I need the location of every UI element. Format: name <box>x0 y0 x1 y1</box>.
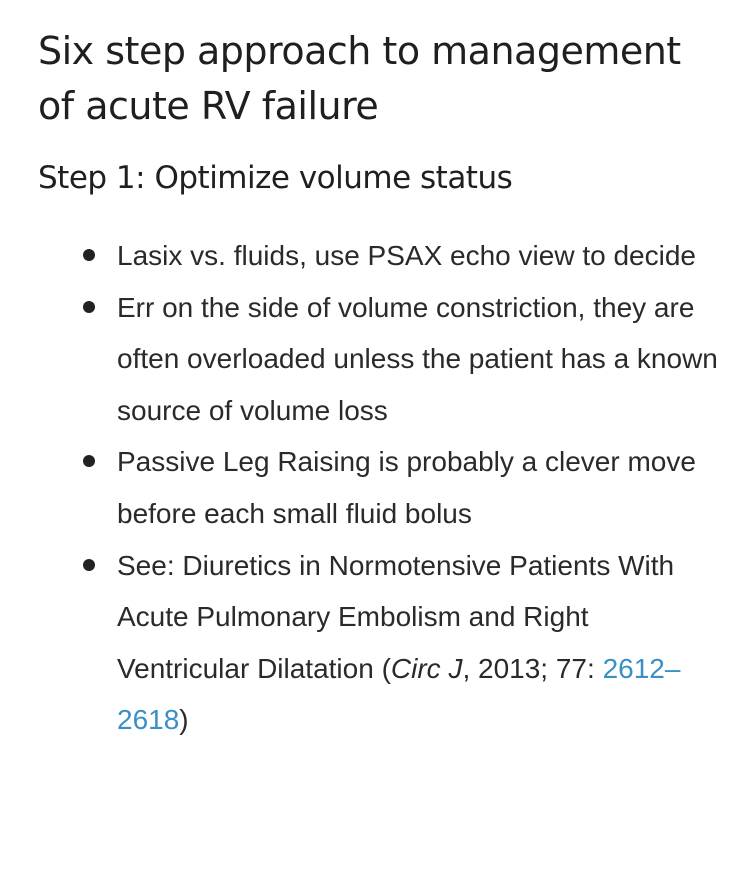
step-1-heading: Step 1: Optimize volume status <box>38 160 513 196</box>
list-item <box>38 436 720 539</box>
citation-pages-link[interactable]: 2612–2618 <box>117 652 681 736</box>
citation-suffix: ) <box>179 704 189 736</box>
list-item-text: Err on the side of volume constriction, they are often overloaded unless the patient has a known source of volume loss <box>117 291 718 426</box>
citation-journal: Circ J <box>390 652 463 684</box>
citation-prefix: See: Diuretics in Normotensive Patients With Acute Pulmonary Embolism and Right Ventricular Dilatation ( <box>117 549 675 684</box>
citation-middle: , 2013; 77: <box>462 652 603 684</box>
bullet-dot-icon <box>83 455 95 467</box>
list-item-text: Lasix vs. fluids, use PSAX echo view to decide <box>117 240 696 271</box>
bullet-dot-icon <box>83 559 95 571</box>
bullet-dot-icon <box>83 249 95 261</box>
list-item-text: Passive Leg Raising is probably a clever move before each small fluid bolus <box>117 446 696 529</box>
bullet-dot-icon <box>83 301 95 313</box>
citation-item <box>38 540 720 746</box>
list-item <box>38 230 720 282</box>
step-1-bullet-list <box>38 230 720 746</box>
page-title: Six step approach to management of acute RV failure <box>38 29 681 128</box>
list-item <box>38 282 720 437</box>
